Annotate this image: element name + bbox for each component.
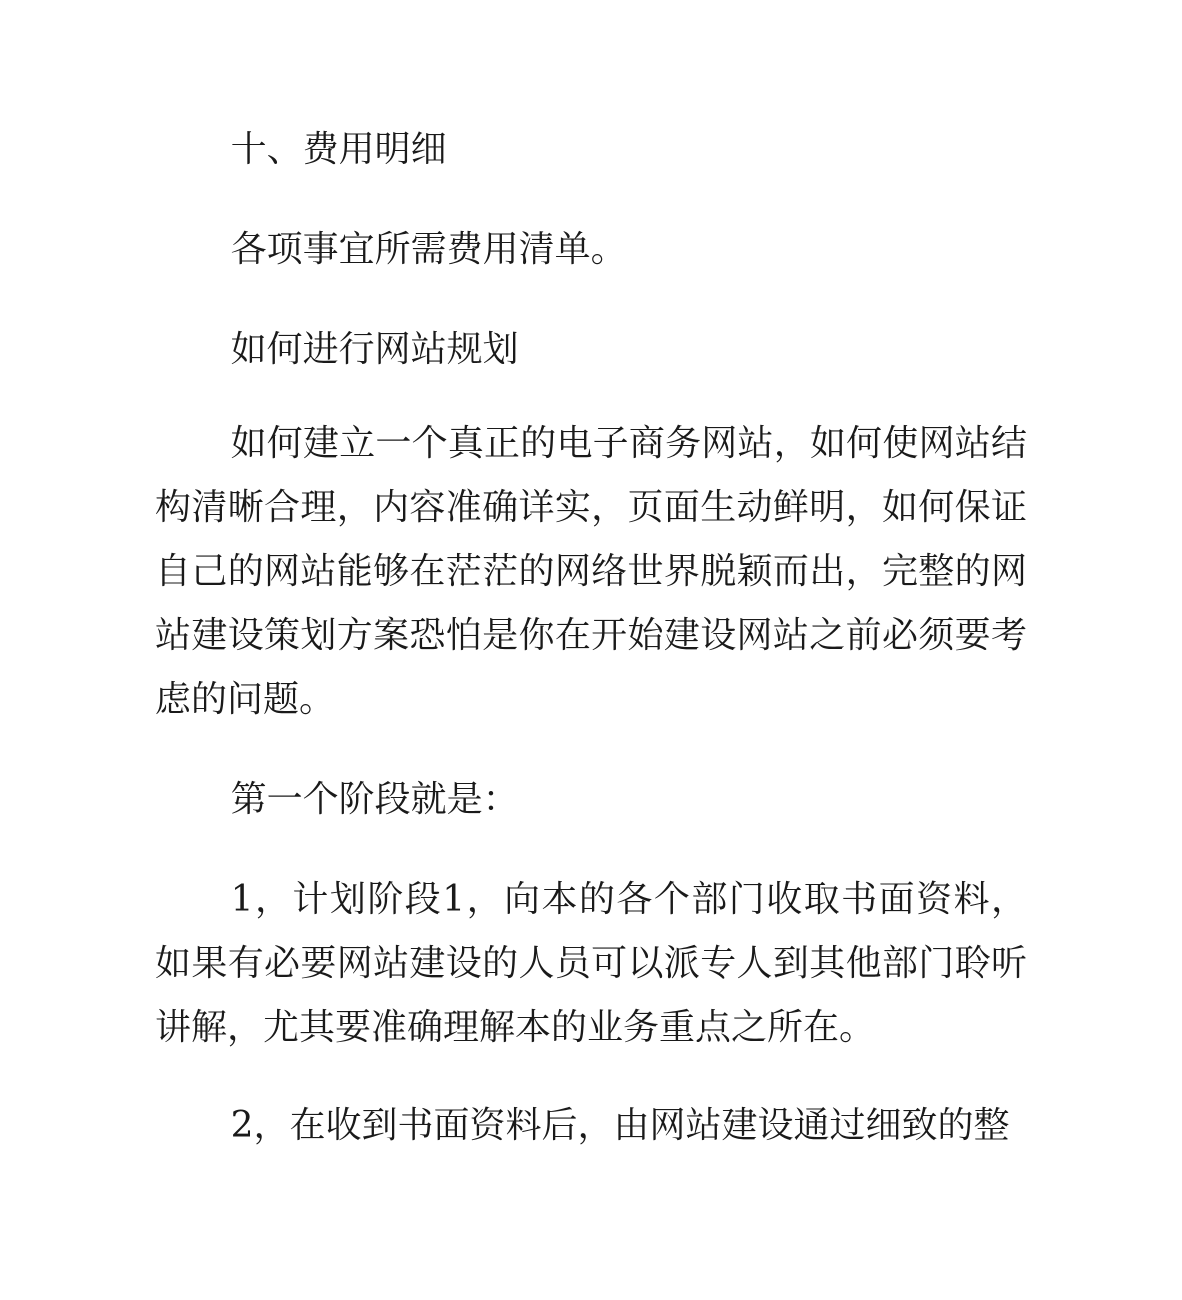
paragraph: 各项事宜所需费用清单。 xyxy=(230,229,627,270)
section-heading: 十、费用明细 xyxy=(230,129,447,170)
paragraph: 1，计划阶段1，向本的各个部门收取书面资料，如果有必要网站建设的人员可以派专人到其他部门聆听讲解，尤其要准确理解本的业务重点之所在。 xyxy=(155,879,1027,1048)
paragraph: 如何建立一个真正的电子商务网站，如何使网站结构清晰合理，内容准确详实，页面生动鲜明，如何保证自己的网站能够在茫茫的网络世界脱颖而出，完整的网站建设策划方案恐怕是你在开始建设网站之前必须要考虑的问题。 xyxy=(155,423,1027,720)
paragraph: 第一个阶段就是： xyxy=(230,779,519,820)
paragraph: 2，在收到书面资料后，由网站建设通过细致的整 xyxy=(230,1105,1010,1146)
subheading: 如何进行网站规划 xyxy=(230,329,519,370)
